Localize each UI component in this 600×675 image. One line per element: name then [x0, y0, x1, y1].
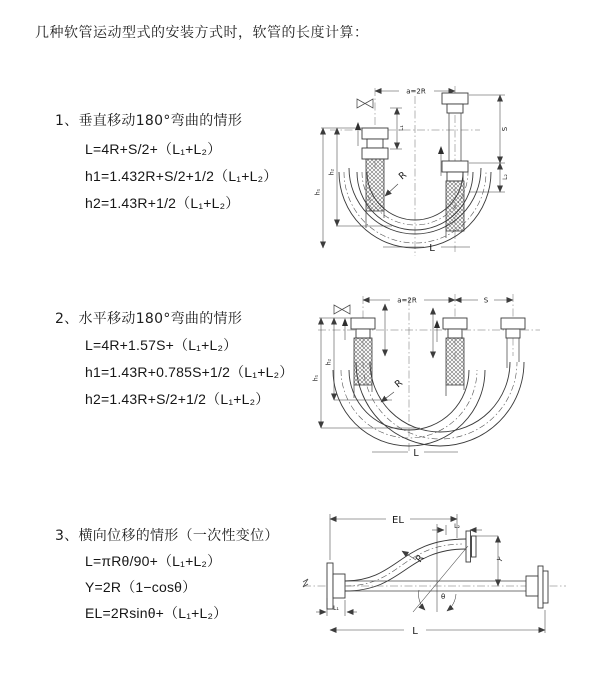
dim-l1: [390, 108, 405, 149]
dim-s: [455, 297, 513, 305]
dim-l-bottom: [330, 610, 545, 637]
section-3-heading: 3、横向位移的情形（一次性变位）: [55, 528, 279, 544]
dim-l2-label: L₂: [454, 523, 460, 530]
dim-el-label: EL: [392, 515, 404, 526]
valve-icon: [357, 99, 373, 108]
radius-label: R: [413, 552, 427, 565]
dim-s: [469, 95, 509, 192]
radius-leader: [381, 377, 405, 402]
section-2-formula-h1: h1=1.43R+0.785S+1/2（L₁+L₂）: [85, 364, 294, 380]
radius-leader: [385, 169, 409, 196]
dim-a-2r-label: a=2R: [406, 87, 426, 96]
section-3-formula-y: Y=2R（1−cosθ）: [85, 579, 197, 595]
section-3-formula-el: EL=2Rsinθ+（L₁+L₂）: [85, 605, 228, 621]
dim-h1-label: h₁: [314, 188, 322, 196]
dim-l-bottom: [372, 448, 458, 459]
dim-l-bottom: [383, 243, 470, 254]
diagram-lateral-displacement: [298, 505, 596, 645]
angle-construction: [413, 524, 468, 612]
dim-l-label: L: [413, 448, 419, 459]
diagram-horizontal-180-bend: [312, 288, 547, 460]
dim-h2-label: h₂: [325, 358, 333, 366]
section-2-formula-l: L=4R+1.57S+（L₁+L₂）: [85, 337, 238, 353]
dim-a-2r-label: a=2R: [397, 296, 417, 305]
right-fitting: [442, 93, 468, 231]
page-title: 几种软管运动型式的安装方式时，软管的长度计算：: [35, 25, 369, 41]
section-1-formula-h2: h2=1.43R+1/2（L₁+L₂）: [85, 195, 240, 211]
dim-l1: [316, 598, 357, 616]
dim-y: [495, 536, 505, 586]
radius-label: R: [392, 377, 405, 391]
dim-l-label: L: [429, 243, 435, 254]
radius-label: R: [396, 169, 409, 183]
diagram-vertical-180-bend: [315, 80, 535, 258]
dim-l1-label: L₁: [333, 605, 339, 612]
section-2-formula-h2: h2=1.43R+S/2+1/2（L₁+L₂）: [85, 391, 270, 407]
section-1-formula-h1: h1=1.432R+S/2+1/2（L₁+L₂）: [85, 168, 278, 184]
section-3-formula-l: L=πRθ/90+（L₁+L₂）: [85, 553, 222, 569]
section-1-formula-l: L=4R+S/2+（L₁+L₂）: [85, 141, 222, 157]
dim-h1-label: h₁: [312, 374, 320, 382]
dim-l-label: L: [412, 626, 418, 637]
dim-h2-label: h₂: [328, 168, 336, 176]
hose-s-curve: [345, 539, 466, 591]
middle-fitting: [443, 318, 467, 385]
upper-flange: [466, 531, 498, 562]
dim-l1-label: L₁: [398, 125, 405, 131]
angle-theta-label: θ: [441, 593, 446, 601]
dim-y-label: Y: [495, 555, 505, 564]
dim-a-2r: [363, 297, 455, 305]
dim-l2-label: L₂: [502, 174, 509, 180]
dim-s-label: S: [483, 296, 489, 305]
valve-icon: [334, 305, 350, 314]
section-1-heading: 1、垂直移动180°弯曲的情形: [55, 113, 243, 129]
section-2-heading: 2、水平移动180°弯曲的情形: [55, 311, 243, 327]
dim-s-label: S: [501, 126, 509, 132]
